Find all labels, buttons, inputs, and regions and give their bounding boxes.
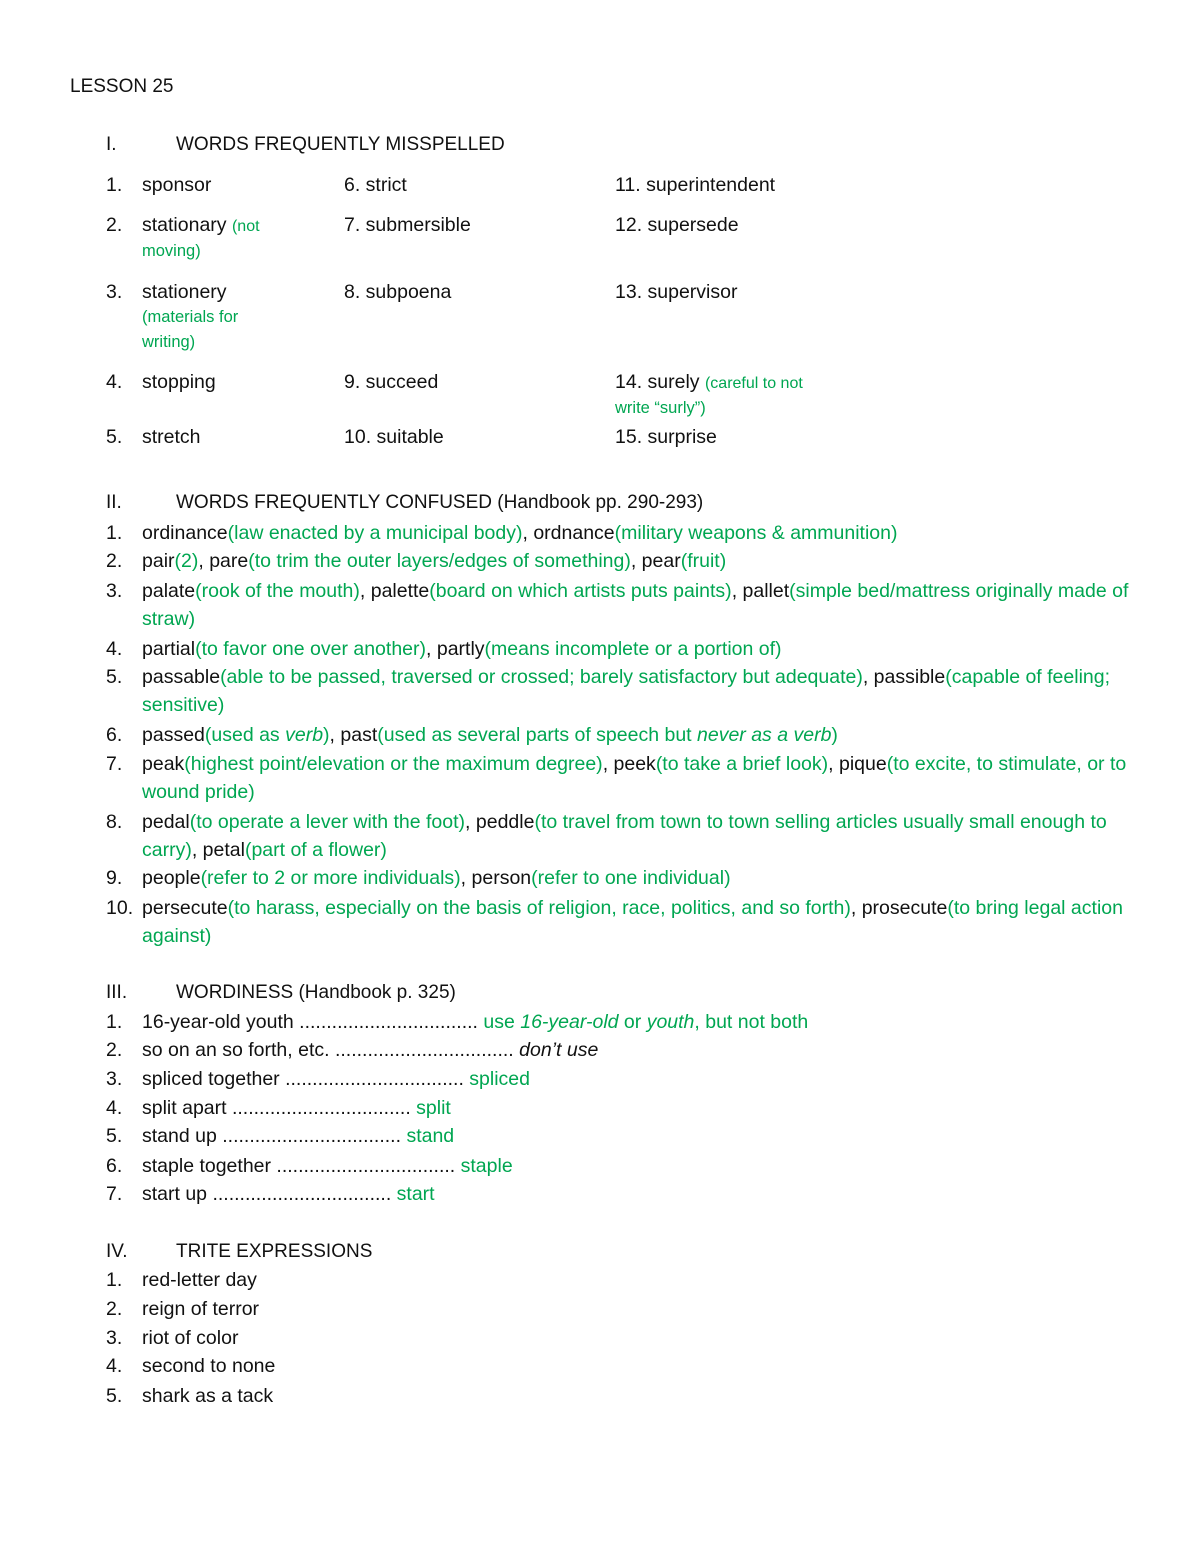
list-item-number: 10. (106, 897, 134, 919)
misspelled-item: 12. supersede (615, 214, 739, 236)
section-1-number: I. (106, 134, 117, 155)
list-item-text: pedal(to operate a lever with the foot), peddle(to travel from town to town selling articles usually small enough to carry), petal(part of a flower) (142, 811, 1107, 861)
misspelled-item: 5. stretch (106, 426, 201, 448)
section-4-title: TRITE EXPRESSIONS (176, 1241, 373, 1262)
list-item-text: so on an so forth, etc. ................................. don’t use (142, 1039, 599, 1061)
list-item-text: staple together ................................. staple (142, 1155, 513, 1177)
section-2-heading (106, 492, 703, 514)
misspelled-item: 2. stationary (not moving) (106, 214, 260, 260)
misspelled-item: 10. suitable (344, 426, 444, 448)
list-item-number: 5. (106, 666, 123, 688)
section-4-heading (106, 1241, 372, 1263)
list-item-number: 5. (106, 1385, 123, 1407)
list-item-text: partial(to favor one over another), partly(means incomplete or a portion of) (142, 638, 782, 660)
section-2-number: II. (106, 492, 122, 513)
list-item-text: passed(used as verb), past(used as several parts of speech but never as a verb) (142, 724, 838, 746)
list-item-number: 6. (106, 1155, 123, 1177)
list-item-number: 1. (106, 522, 123, 544)
list-item-number: 2. (106, 1039, 123, 1061)
list-item-text: spliced together ................................. spliced (142, 1068, 530, 1090)
list-item-number: 4. (106, 1097, 123, 1119)
list-item-text: reign of terror (142, 1298, 260, 1320)
misspelled-item: 4. stopping (106, 371, 216, 393)
list-item-number: 4. (106, 1355, 123, 1377)
section-3-title: WORDINESS (Handbook p. 325) (176, 982, 456, 1003)
misspelled-item: 11. superintendent (615, 174, 776, 196)
section-1-title: WORDS FREQUENTLY MISSPELLED (176, 134, 505, 155)
section-4-number: IV. (106, 1241, 128, 1262)
list-item-number: 2. (106, 550, 123, 572)
list-item-number: 4. (106, 638, 123, 660)
list-item-text: peak(highest point/elevation or the maximum degree), peek(to take a brief look), pique(to excite, to stimulate, or to wound pride) (142, 753, 1127, 803)
section-3-number: III. (106, 982, 128, 1003)
list-item-number: 3. (106, 1068, 123, 1090)
list-item-number: 6. (106, 724, 123, 746)
section-1-heading (106, 134, 505, 156)
list-item-text: people(refer to 2 or more individuals), person(refer to one individual) (142, 867, 731, 889)
list-item-text: stand up ................................. stand (142, 1125, 455, 1147)
list-item-text: start up ................................. start (142, 1183, 435, 1205)
misspelled-item: 15. surprise (615, 426, 717, 448)
list-item-text: riot of color (142, 1327, 239, 1349)
list-item-text: pair(2), pare(to trim the outer layers/edges of something), pear(fruit) (142, 550, 727, 572)
misspelled-item: 13. supervisor (615, 281, 738, 303)
list-item-text: palate(rook of the mouth), palette(board on which artists puts paints), pallet(simple bed/mattress originally made of straw) (142, 580, 1129, 630)
list-item-text: 16-year-old youth ................................. use 16-year-old or youth, but not both (142, 1011, 809, 1033)
misspelled-item: 7. submersible (344, 214, 471, 236)
list-item-number: 5. (106, 1125, 123, 1147)
list-item-number: 3. (106, 1327, 123, 1349)
list-item-number: 7. (106, 753, 123, 775)
list-item-text: split apart ................................. split (142, 1097, 451, 1119)
misspelled-item: 14. surely (careful to not write “surly”) (615, 371, 803, 417)
list-item-number: 3. (106, 580, 123, 602)
section-3-heading (106, 982, 456, 1004)
list-item-text: passable(able to be passed, traversed or crossed; barely satisfactory but adequate), passible(capable of feeling; sensitive) (142, 666, 1111, 716)
misspelled-item: 6. strict (344, 174, 407, 196)
list-item-text: ordinance(law enacted by a municipal body), ordnance(military weapons & ammunition) (142, 522, 898, 544)
list-item-text: shark as a tack (142, 1385, 274, 1407)
list-item-number: 1. (106, 1011, 123, 1033)
list-item-number: 7. (106, 1183, 123, 1205)
misspelled-item: 3. stationery (materials for writing) (106, 281, 239, 351)
lesson-title: LESSON 25 (70, 76, 174, 97)
list-item-number: 8. (106, 811, 123, 833)
list-item-number: 9. (106, 867, 123, 889)
list-item-text: red-letter day (142, 1269, 257, 1291)
list-item-number: 2. (106, 1298, 123, 1320)
misspelled-item: 9. succeed (344, 371, 439, 393)
misspelled-item: 8. subpoena (344, 281, 452, 303)
list-item-text: second to none (142, 1355, 276, 1377)
misspelled-item: 1. sponsor (106, 174, 212, 196)
list-item-text: persecute(to harass, especially on the basis of religion, race, politics, and so forth), prosecute(to bring legal action against) (142, 897, 1123, 947)
list-item-number: 1. (106, 1269, 123, 1291)
section-2-title: WORDS FREQUENTLY CONFUSED (Handbook pp. 290-293) (176, 492, 704, 513)
